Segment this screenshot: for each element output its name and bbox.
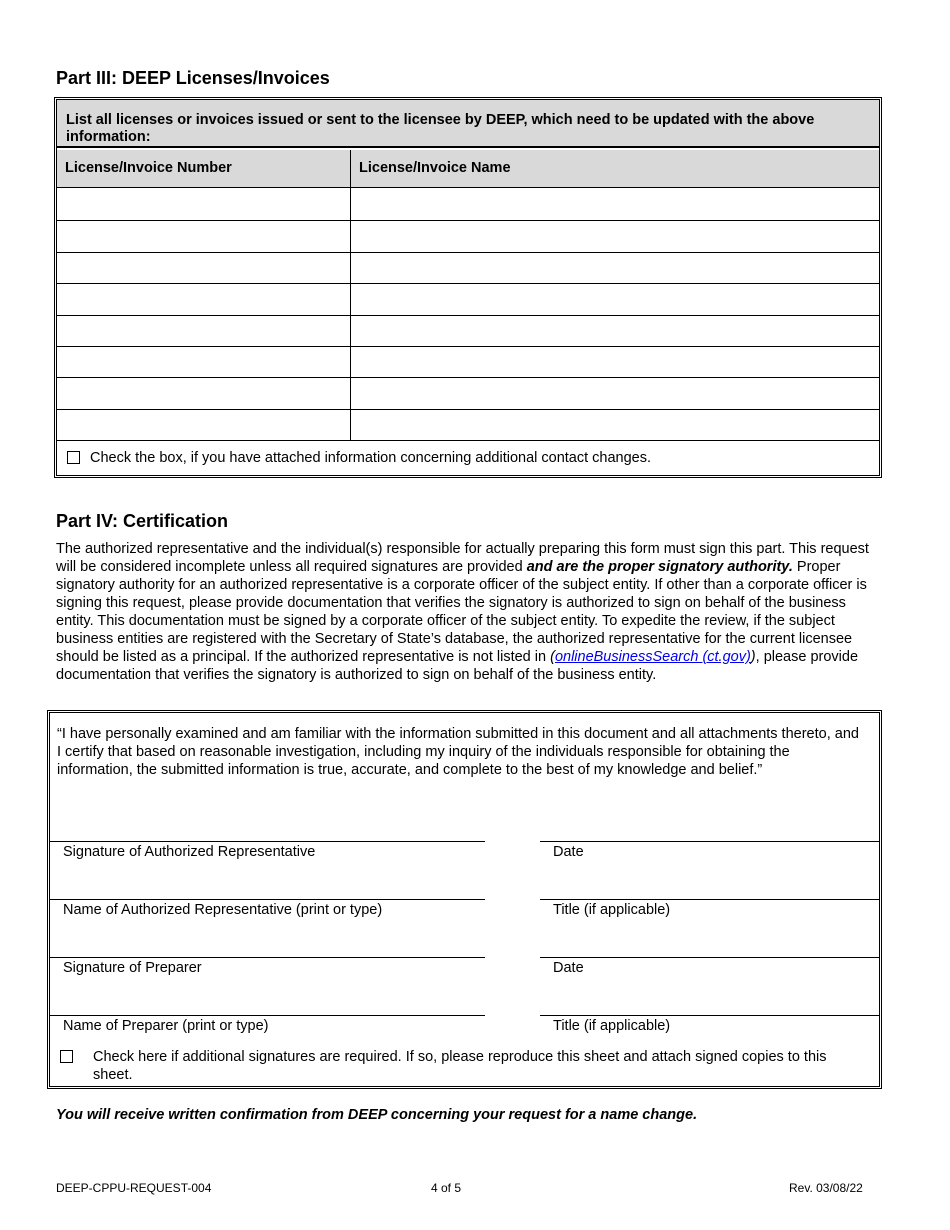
part3-heading: Part III: DEEP Licenses/Invoices <box>56 68 330 88</box>
footer-form-id: DEEP-CPPU-REQUEST-004 <box>56 1181 212 1195</box>
additional-signatures-label: Check here if additional signatures are required. If so, please reproduce this sheet and attach signed copies to this sheet. <box>93 1049 827 1083</box>
table-row <box>57 220 879 253</box>
date2-label: Date <box>553 960 584 976</box>
licenses-table <box>54 97 882 478</box>
title2-label: Title (if applicable) <box>553 1018 671 1034</box>
signature-line[interactable] <box>50 957 485 958</box>
para-bold-text: and are the proper signatory authority. <box>526 559 793 575</box>
para-text: , please provide documentation that verifies the signatory is authorized to sign on behalf of the business entity. <box>56 649 859 683</box>
date1-label: Date <box>553 844 584 860</box>
table-row <box>57 315 879 347</box>
footer-page-number: 4 of 5 <box>431 1181 462 1195</box>
para-text: The authorized representative and the individual(s) responsible for actually preparing this form must sign this part. This request will be considered incomplete unless all required signatures are provided <box>56 541 869 575</box>
name-line[interactable] <box>50 899 485 900</box>
table-row <box>57 346 879 378</box>
signature-line[interactable] <box>50 841 485 842</box>
contact-changes-checkbox[interactable] <box>67 451 80 464</box>
part4-heading: Part IV: Certification <box>56 511 229 531</box>
table-row <box>57 283 879 316</box>
contact-changes-row <box>67 450 651 466</box>
table-header-band <box>57 100 879 148</box>
table-row <box>57 188 879 221</box>
additional-signatures-checkbox[interactable] <box>60 1050 73 1063</box>
confirmation-notice: You will receive written confirmation from DEEP concerning your request for a name change. <box>56 1107 698 1123</box>
para-text: Proper signatory authority for an authorized representative is a corporate officer of the subject entity. If other than a corporate officer is signing this request, please provide documentation that verifies the signatory is authorized to sign on behalf of the business entity. This documentation must be signed by a corporate officer of the subject entity. To expedite the review, if the subject business entities are registered with the Secretary of State’s database, the authorized representative for the current licensee should be listed as a principal. If the authorized representative is not listed in <box>56 559 867 665</box>
sig-prep-label: Signature of Preparer <box>63 960 202 976</box>
contact-changes-label: Check the box, if you have attached information concerning additional contact changes. <box>90 450 652 466</box>
col-license-number: License/Invoice Number <box>57 150 351 188</box>
name-auth-label: Name of Authorized Representative (print or type) <box>63 902 383 918</box>
link-paren: ( <box>550 649 555 665</box>
title-line[interactable] <box>540 1015 879 1016</box>
title1-label: Title (if applicable) <box>553 902 671 918</box>
certification-instructions <box>56 540 882 684</box>
footer-revision: Rev. 03/08/22 <box>789 1181 863 1195</box>
table-row <box>57 377 879 410</box>
link-paren: ) <box>750 649 756 665</box>
table-header-text: List all licenses or invoices issued or sent to the licensee by DEEP, which need to be updated with the above information: <box>66 112 815 145</box>
col-license-name: License/Invoice Name <box>351 150 879 188</box>
date-line[interactable] <box>540 841 879 842</box>
date-line[interactable] <box>540 957 879 958</box>
name-prep-label: Name of Preparer (print or type) <box>63 1018 269 1034</box>
name-line[interactable] <box>50 1015 485 1016</box>
table-row <box>57 409 879 441</box>
certification-statement: “I have personally examined and am familiar with the information submitted in this document and all attachments thereto, and I certify that based on reasonable investigation, including my inquiry of the individuals responsible for obtaining the information, the submitted information is true, accurate, and complete to the best of my knowledge and belief.” <box>57 726 859 778</box>
online-business-search-link[interactable]: onlineBusinessSearch (ct.gov) <box>554 649 751 665</box>
table-row <box>57 252 879 284</box>
sig-auth-label: Signature of Authorized Representative <box>63 844 316 860</box>
certification-box <box>47 710 882 1089</box>
title-line[interactable] <box>540 899 879 900</box>
